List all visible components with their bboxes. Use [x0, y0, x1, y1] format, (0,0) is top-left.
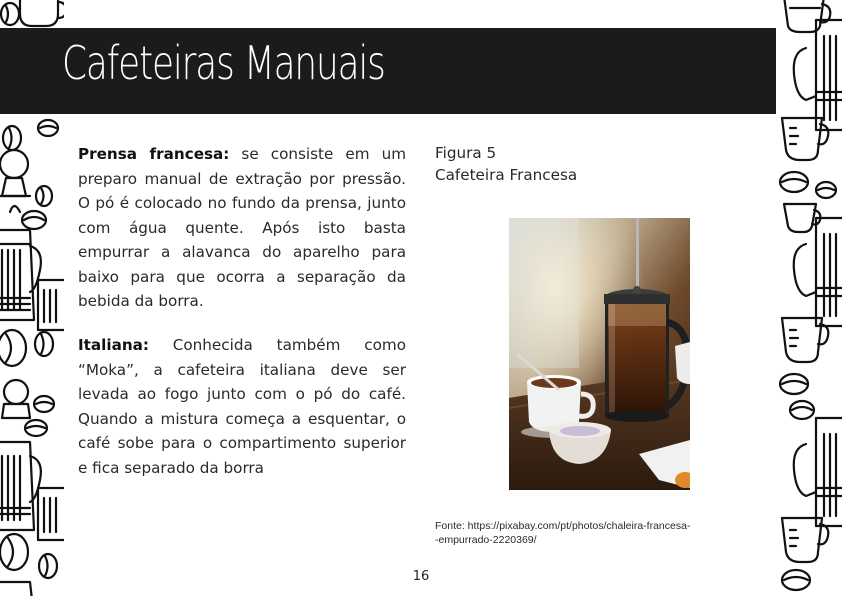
french-press-photo — [509, 218, 690, 490]
term-italiana: Italiana: — [78, 336, 149, 354]
paragraph-italiana — [78, 333, 406, 480]
figure-caption: Cafeteira Francesa — [435, 166, 578, 184]
figure-source — [435, 519, 755, 547]
paragraph-text: se consiste em um preparo manual de extração por pressão. O pó é colocado no fundo da prensa, junto com água quente. Após isto basta empurrar a alavanca do aparelho para baixo para que ocorra a separação da bebida da borra. — [78, 145, 406, 310]
term-prensa-francesa: Prensa francesa: — [78, 145, 230, 163]
page-number: 16 — [412, 569, 430, 584]
paragraph-text: Conhecida também como “Moka”, a cafeteira italiana deve ser levada ao fogo junto com o pó do café. Quando a mistura começa a esquentar, o café sobe para o compartimento superior e fica separado da borra — [78, 336, 406, 477]
source-line-1: Fonte: https://pixabay.com/pt/photos/chaleira-francesa- — [435, 520, 691, 532]
paragraph-prensa-francesa — [78, 142, 406, 314]
coffee-doodle-pattern-right — [776, 0, 842, 596]
page-title: Cafeteiras Manuais — [62, 36, 385, 90]
figure-label — [435, 142, 577, 186]
source-line-2: -empurrado-2220369/ — [435, 534, 537, 546]
figure-number: Figura 5 — [435, 144, 497, 162]
